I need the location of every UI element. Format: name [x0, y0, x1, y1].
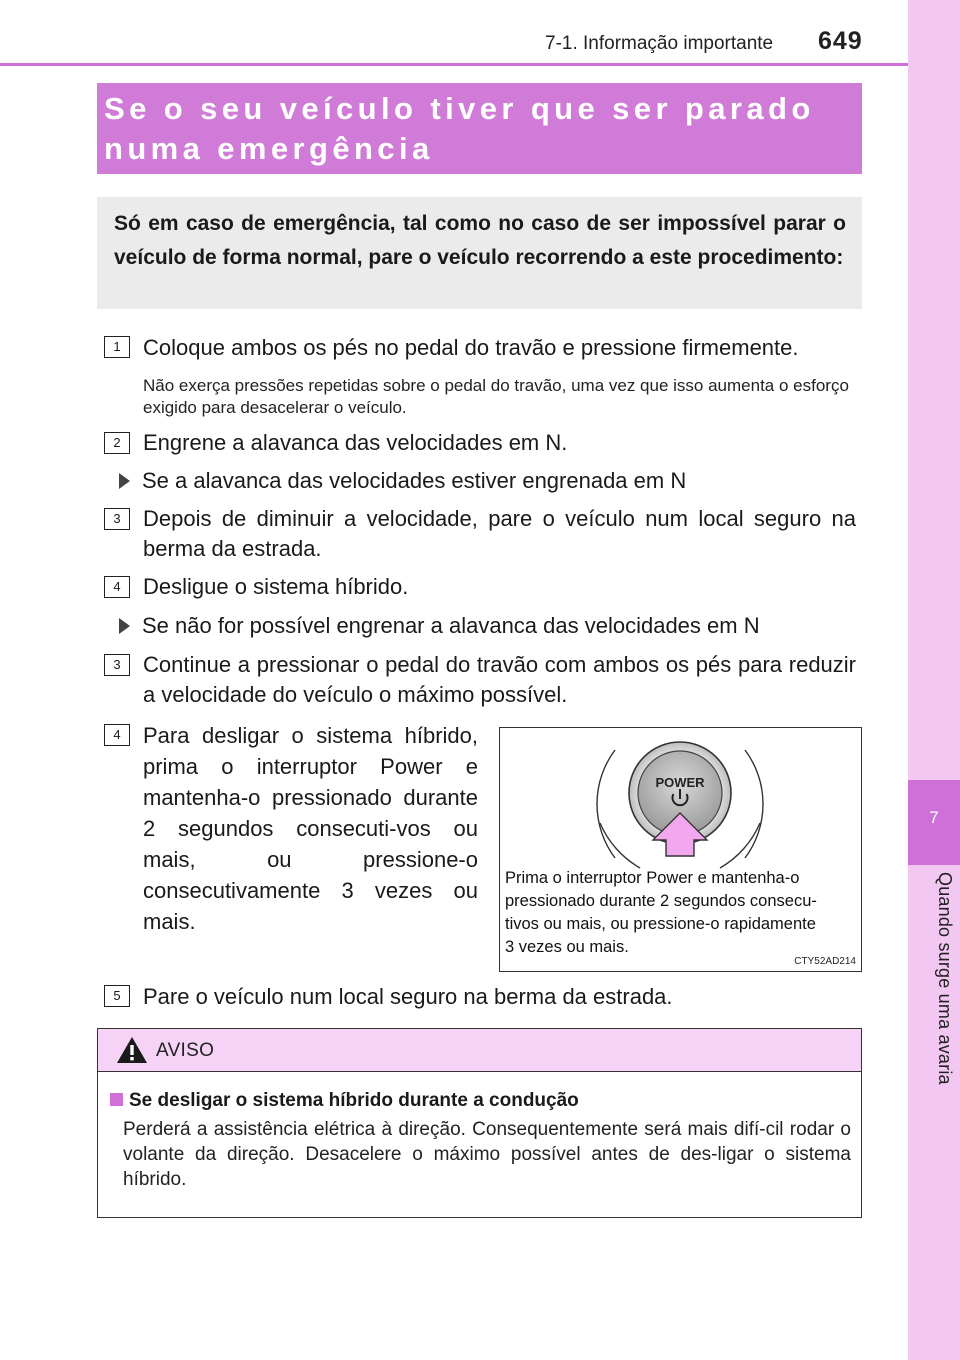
warning-label: AVISO	[156, 1040, 215, 1061]
case-b-text: Se não for possível engrenar a alavanca das velocidades em N	[142, 613, 760, 638]
square-bullet-icon	[110, 1093, 123, 1106]
step-number-2: 2	[104, 432, 130, 454]
step-4b-text: Para desligar o sistema híbrido, prima o interruptor Power e mantenha-o pressionado durante 2 segundos consecuti-vos ou mais, ou pressione-o consecutivamente 3 vezes ou mais.	[143, 723, 478, 934]
figure-caption-line: Prima o interruptor Power e mantenha-o	[505, 869, 800, 887]
header-chapter: 7-1. Informação importante	[545, 33, 774, 54]
power-switch-figure	[499, 727, 862, 972]
step-1-note: Não exerça pressões repetidas sobre o pedal do travão, uma vez que isso aumenta o esforço exigido para desacelerar o veículo.	[143, 376, 849, 417]
power-button-label: POWER	[655, 775, 705, 790]
side-tab-upper	[908, 0, 960, 780]
step-number-1: 1	[104, 336, 130, 358]
step-number-3a: 3	[104, 508, 130, 530]
figure-caption-line: 3 vezes ou mais.	[505, 938, 629, 956]
intro-text: Só em caso de emergência, tal como no caso de ser impossível parar o veículo de forma normal, pare o veículo recorrendo a este procedimento:	[114, 212, 846, 269]
warning-text: Perderá a assistência elétrica à direção. Consequentemente será mais difí-cil rodar o volante da direção. Desacelere o máximo possível antes de des-ligar o sistema híbrido.	[123, 1119, 851, 1190]
figure-caption-line: pressionado durante 2 segundos consecu-	[505, 892, 817, 910]
step-number-4a: 4	[104, 576, 130, 598]
chapter-tab-title[interactable]: Quando surge uma avaria	[935, 872, 955, 1085]
case-a-text: Se a alavanca das velocidades estiver engrenada em N	[142, 468, 687, 493]
triangle-bullet-icon	[119, 618, 130, 634]
figure-caption-line: tivos ou mais, ou pressione-o rapidamente	[505, 915, 816, 933]
triangle-bullet-icon	[119, 473, 130, 489]
warning-box	[97, 1028, 862, 1218]
step-number-3b: 3	[104, 654, 130, 676]
section-title: Se o seu veículo tiver que ser parado numa emergência	[104, 91, 815, 166]
case-a-heading	[119, 466, 686, 496]
step-2-text: Engrene a alavanca das velocidades em N.	[143, 430, 568, 455]
chapter-tab-number[interactable]: 7	[908, 780, 960, 865]
step-3a-text: Depois de diminuir a velocidade, pare o veículo num local seguro na berma da estrada.	[143, 506, 856, 561]
step-3b-text: Continue a pressionar o pedal do travão com ambos os pés para reduzir a velocidade do veículo o máximo possível.	[143, 652, 856, 707]
case-b-heading	[119, 611, 760, 641]
warning-header	[98, 1029, 861, 1072]
step-1-text: Coloque ambos os pés no pedal do travão e pressione firmemente.	[143, 335, 799, 360]
header-divider	[0, 63, 908, 66]
warning-triangle-icon	[116, 1036, 148, 1064]
warning-title: Se desligar o sistema híbrido durante a condução	[129, 1090, 579, 1111]
step-5-text: Pare o veículo num local seguro na berma da estrada.	[143, 984, 673, 1009]
step-4a-text: Desligue o sistema híbrido.	[143, 574, 409, 599]
intro-box	[97, 197, 862, 309]
page-number: 649	[818, 27, 863, 55]
figure-code: CTY52AD214	[794, 956, 856, 967]
section-title-box	[97, 83, 862, 174]
figure-caption	[505, 867, 860, 959]
warning-title-row	[110, 1090, 579, 1112]
step-number-4b: 4	[104, 724, 130, 746]
step-number-5: 5	[104, 985, 130, 1007]
